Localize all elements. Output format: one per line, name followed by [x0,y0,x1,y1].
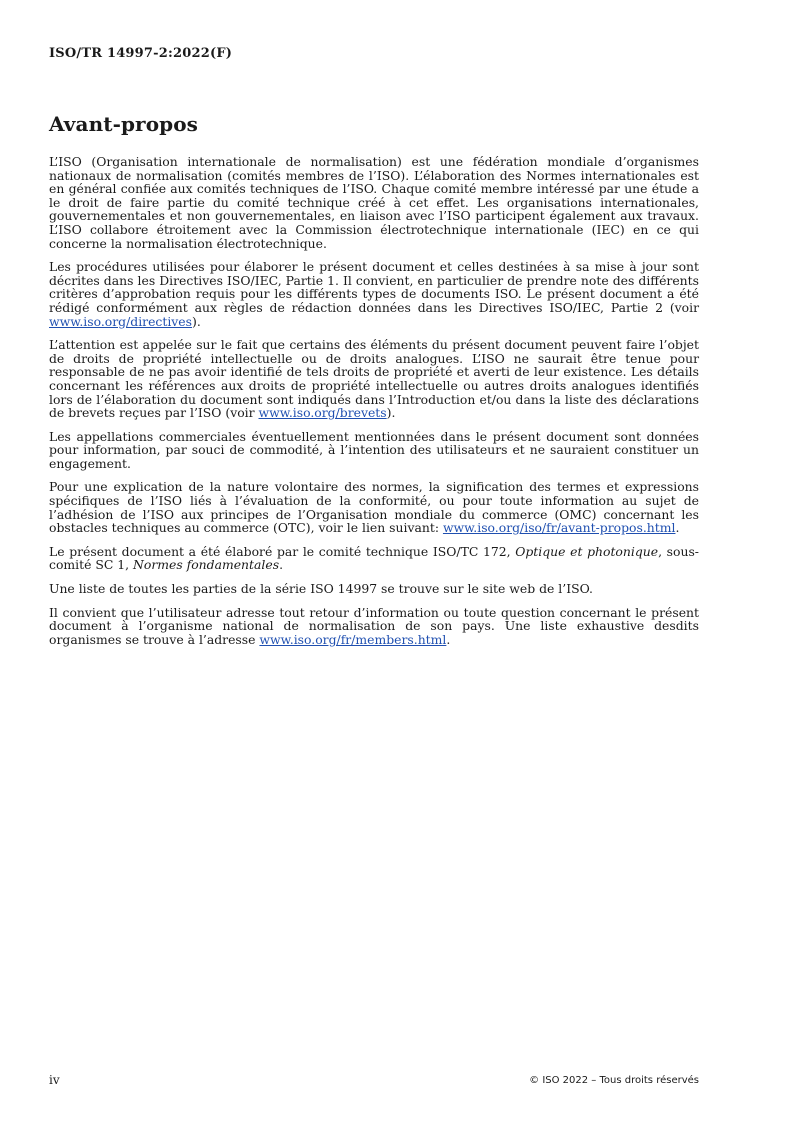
patents-link[interactable]: www.iso.org/brevets [258,405,387,421]
paragraph-iso-intro: L’ISO (Organisation internationale de normalisation) est une fédération mondiale d’organismes nationaux de normalisation (comités membres de l’ISO). L’élaboration des Normes internationales est en général confiée aux comités techniques de l’ISO. Chaque comité membre intéressé par une étude a le droit de faire partie du comité technique créé à cet effet. Les organisations internationales, gouvernementales et non gouvernementales, en liaison avec l’ISO participent également aux travaux. L’ISO collabore étroitement avec la Commission électrotechnique internationale (IEC) en ce qui concerne la normalisation électrotechnique. [49,154,699,251]
paragraph-voluntary-nature: Pour une explication de la nature volontaire des normes, la signification des termes et expressions spécifiques de l’ISO liés à l’évaluation de la conformité, ou pour toute information au sujet de l’adhésion de l’ISO aux principes de l’Organisation mondiale du commerce (OMC) concernant les obstacles techniques au commerce (OTC), voir le lien suivant: www.iso.org/iso/fr/avant-propos.html. [49,479,699,536]
committee-name: Optique et photonique [515,543,659,559]
foreword-body [49,155,699,656]
page-number: iv [49,1073,60,1087]
directives-link[interactable]: www.iso.org/directives [49,313,192,329]
paragraph-procedures: Les procédures utilisées pour élaborer le présent document et celles destinées à sa mise à jour sont décrites dans les Directives ISO/IEC, Partie 1. Il convient, en particulier de prendre note des différents critères d’approbation requis pour les différents types de documents ISO. Le présent document a été rédigé conformément aux règles de rédaction données dans les Directives ISO/IEC, Partie 2 (voir www.iso.org/directives). [49,259,699,329]
subcommittee-name: Normes fondamentales [133,557,280,573]
paragraph-feedback: Il convient que l’utilisateur adresse tout retour d’information ou toute question concernant le présent document à l’organisme national de normalisation de son pays. Une liste exhaustive desdits organismes se trouve à l’adresse www.iso.org/fr/members.html. [49,604,699,647]
paragraph-series-list: Une liste de toutes les parties de la série ISO 14997 se trouve sur le site web de l’ISO. [49,581,593,597]
paragraph-trade-names: Les appellations commerciales éventuellement mentionnées dans le présent document sont données pour information, par souci de commodité, à l’intention des utilisateurs et ne sauraient constituer un engagement. [49,428,699,471]
copyright-notice: © ISO 2022 – Tous droits réservés [529,1075,699,1086]
foreword-link[interactable]: www.iso.org/iso/fr/avant-propos.html [442,520,676,536]
paragraph-committee: Le présent document a été élaboré par le comité technique ISO/TC 172, Optique et photonique, sous-comité SC 1, Normes fondamentales. [49,543,699,573]
members-link[interactable]: www.iso.org/fr/members.html [259,631,447,647]
paragraph-patents: L’attention est appelée sur le fait que certains des éléments du présent document peuvent faire l’objet de droits de propriété intellectuelle ou de droits analogues. L’ISO ne saurait être tenue pour responsable de ne pas avoir identifié de tels droits de propriété et averti de leur existence. Les détails concernant les références aux droits de propriété intellectuelle ou autres droits analogues identifiés lors de l’élaboration du document sont indiqués dans l’Introduction et/ou dans la liste des déclarations de brevets reçues par l’ISO (voir www.iso.org/brevets). [49,337,699,421]
document-id: ISO/TR 14997-2:2022(F) [49,46,233,61]
page-title: Avant-propos [49,112,199,136]
